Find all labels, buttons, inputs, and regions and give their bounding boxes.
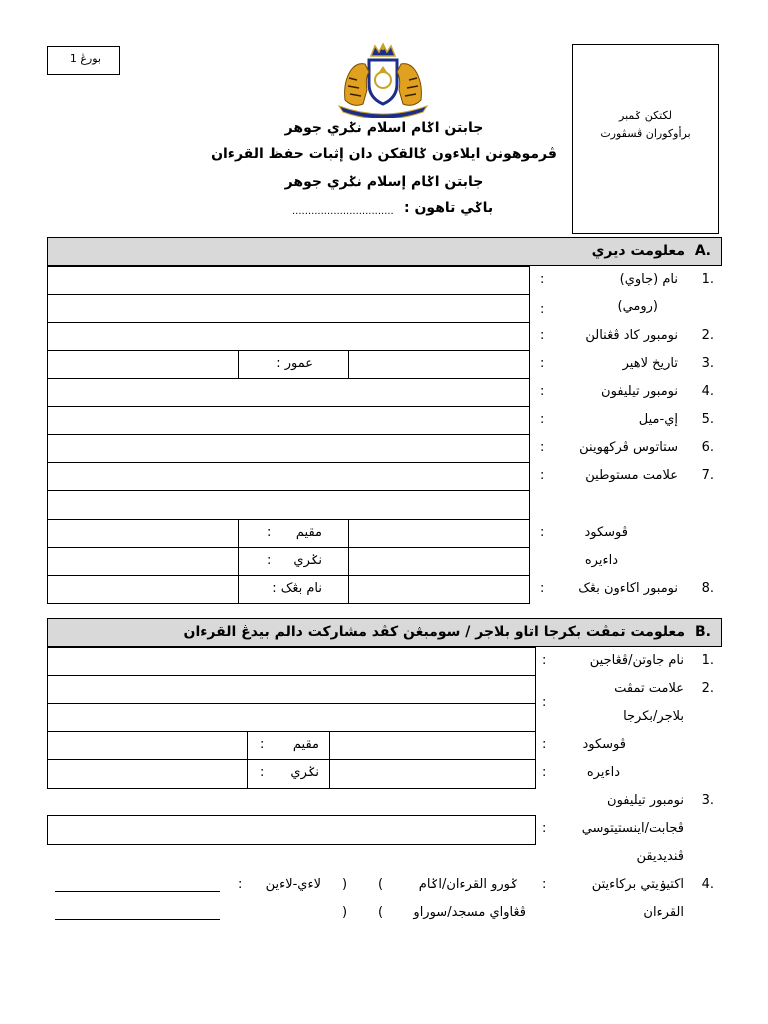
b-daerah-label: داءيره <box>586 765 620 780</box>
bank-name-label-cell <box>238 575 349 604</box>
header-line-2: ڤرموهونن ايلاءون ݢالقكن دان إثبات حفظ القرءان <box>211 146 557 162</box>
a-poskod-colon: : <box>540 525 545 540</box>
field-b-mukim[interactable] <box>329 731 536 760</box>
field-work-address-1[interactable] <box>47 675 536 704</box>
b-row2-label-2: بلاجر/بكرجا <box>623 709 684 724</box>
b-row1-label: نام جاوتن/ڤڠاجين <box>589 653 684 668</box>
opt-other-line-1[interactable] <box>55 891 220 892</box>
mukim-label-cell <box>238 519 349 548</box>
opt-mosque-paren-open[interactable]: ( <box>378 905 384 920</box>
a-row7-num: .7 <box>701 468 714 483</box>
b-row3-label-3: ڤنديديقن <box>636 849 684 864</box>
a-row8-label: نومبور اكاءون بڠک <box>578 581 678 596</box>
b-row2-colon: : <box>542 695 547 710</box>
b-row4-colon: : <box>542 877 547 892</box>
b-row2-num: .2 <box>701 681 714 696</box>
opt-other-label: لاءي-لاءين <box>265 877 321 892</box>
a-row1b-label: (رومي) <box>617 299 658 314</box>
section-b-letter: .B <box>695 624 711 640</box>
b-row3-colon: : <box>542 821 547 836</box>
field-work-address-2[interactable] <box>47 703 536 732</box>
a-poskod-label: ڤوسكود <box>584 525 628 540</box>
b-row4-label-2: القرءان <box>643 905 684 920</box>
field-institution-phone[interactable] <box>47 815 536 845</box>
bank-name-label: نام بڠک : <box>272 581 322 596</box>
a-row1-num: .1 <box>701 272 714 287</box>
a-row2-colon: : <box>540 328 545 343</box>
b-row1-num: .1 <box>701 653 714 668</box>
a-row1-label: نام (جاوي) <box>619 272 678 287</box>
field-b-negeri[interactable] <box>329 759 536 789</box>
field-bank-account[interactable] <box>47 575 239 604</box>
a-row5-colon: : <box>540 412 545 427</box>
b-row3-label-1: نومبور تيليفون <box>607 793 684 808</box>
field-address-line-2[interactable] <box>47 490 530 520</box>
opt-teacher-paren-close[interactable]: ) <box>342 877 348 892</box>
field-email[interactable] <box>47 406 530 435</box>
field-ic-number[interactable] <box>47 322 530 351</box>
a-row5-num: .5 <box>701 412 714 427</box>
a-row2-num: .2 <box>701 328 714 343</box>
opt-teacher-label: ݢورو القرءان/اݢام <box>418 877 518 892</box>
b-row4-label-1: اكتيۏيتي بركاءيتن <box>591 877 684 892</box>
header-year-label: باݢي تاهون : <box>404 200 494 216</box>
field-age[interactable] <box>348 350 530 379</box>
negeri-colon: : <box>267 553 272 568</box>
b-row3-num: .3 <box>701 793 714 808</box>
a-row8-colon: : <box>540 581 545 596</box>
b-poskod-colon: : <box>542 737 547 752</box>
a-row5-label: إي-ميل <box>638 412 678 427</box>
section-b-title: معلومت تمڤت بكرجا اتاو بلاجر / سومبڠن كڤد مشاركت دالم بيدڠ القرءان <box>183 624 685 640</box>
photo-box-line-2: برأوكوران ڤسڤورت <box>600 127 691 140</box>
b-mukim-colon: : <box>260 737 265 752</box>
mukim-label: مقيم <box>295 525 322 540</box>
a-row2-label: نومبور كاد ڤڠنالن <box>585 328 678 343</box>
opt-mosque-paren-close[interactable]: ) <box>342 905 348 920</box>
field-b-poskod[interactable] <box>47 731 248 760</box>
b-mukim-label-cell <box>247 731 330 760</box>
a-row3-label: تاريخ لاهير <box>622 356 678 371</box>
photo-box-line-1: لكتكن ݢمبر <box>619 109 672 122</box>
b-poskod-label: ڤوسكود <box>582 737 626 752</box>
form-number-box <box>47 46 120 75</box>
opt-mosque-label: ڤڠاواي مسجد/سوراو <box>413 905 526 920</box>
a-row3-num: .3 <box>701 356 714 371</box>
b-negeri-colon: : <box>260 765 265 780</box>
field-address-line-1[interactable] <box>47 462 530 491</box>
header-year-field[interactable]: ................................ <box>292 206 394 217</box>
b-negeri-label-cell <box>247 759 330 789</box>
b-row1-colon: : <box>542 653 547 668</box>
field-name-rumi[interactable] <box>47 294 530 323</box>
section-a-header <box>47 237 722 266</box>
section-a-fields <box>47 266 530 605</box>
a-daerah-label: داءيره <box>584 553 618 568</box>
field-mukim[interactable] <box>348 519 530 548</box>
passport-photo-box[interactable] <box>572 44 719 234</box>
section-b-header <box>47 618 722 647</box>
a-row3-colon: : <box>540 356 545 371</box>
field-date-of-birth[interactable] <box>47 350 239 379</box>
section-b-fields <box>47 647 536 789</box>
b-row3-label-2: ڤجابت/اينستيتوسي <box>581 821 684 836</box>
b-row4-num: .4 <box>701 877 714 892</box>
negeri-label-cell <box>238 547 349 576</box>
b-daerah-colon: : <box>542 765 547 780</box>
mukim-colon: : <box>267 525 272 540</box>
field-daerah[interactable] <box>47 547 239 576</box>
johor-crest-logo <box>335 42 431 118</box>
form-number: بورڠ 1 <box>69 52 101 65</box>
field-bank-name[interactable] <box>348 575 530 604</box>
a-row7-label: علامت مستوطين <box>585 468 678 483</box>
opt-other-colon: : <box>238 877 243 892</box>
b-row2-label: علامت تمڤت <box>614 681 684 696</box>
b-mukim-label: مقيم <box>292 737 319 752</box>
field-position[interactable] <box>47 647 536 676</box>
b-negeri-label: نݢري <box>290 765 319 780</box>
a-row4-label: نومبور تيليفون <box>601 384 678 399</box>
section-a-letter: .A <box>694 243 711 259</box>
a-row6-colon: : <box>540 440 545 455</box>
field-marital-status[interactable] <box>47 434 530 463</box>
age-label-cell <box>238 350 349 379</box>
opt-teacher-paren-open[interactable]: ( <box>378 877 384 892</box>
header-line-1: جابتن اݢام اسلام نݢري جوهر <box>284 120 484 136</box>
field-poskod[interactable] <box>47 519 239 548</box>
field-phone[interactable] <box>47 378 530 407</box>
a-row4-colon: : <box>540 384 545 399</box>
a-row1-colon: : <box>540 272 545 287</box>
section-b-labels <box>536 647 720 947</box>
section-a-labels <box>530 266 720 605</box>
field-name-jawi[interactable] <box>47 266 530 295</box>
a-row6-label: ستاتوس ڤركهوينن <box>579 440 678 455</box>
a-row6-num: .6 <box>701 440 714 455</box>
age-label: عمور : <box>276 356 313 371</box>
field-b-daerah[interactable] <box>47 759 248 789</box>
a-row1b-colon: : <box>540 302 545 317</box>
a-row8-num: .8 <box>701 581 714 596</box>
negeri-label: نݢري <box>293 553 322 568</box>
a-row7-colon: : <box>540 468 545 483</box>
opt-other-line-2[interactable] <box>55 919 220 920</box>
header-line-3: جابتن اݢام إسلام نݢري جوهر <box>284 174 484 190</box>
section-a-title: معلومت ديري <box>591 243 685 259</box>
field-negeri[interactable] <box>348 547 530 576</box>
a-row4-num: .4 <box>701 384 714 399</box>
